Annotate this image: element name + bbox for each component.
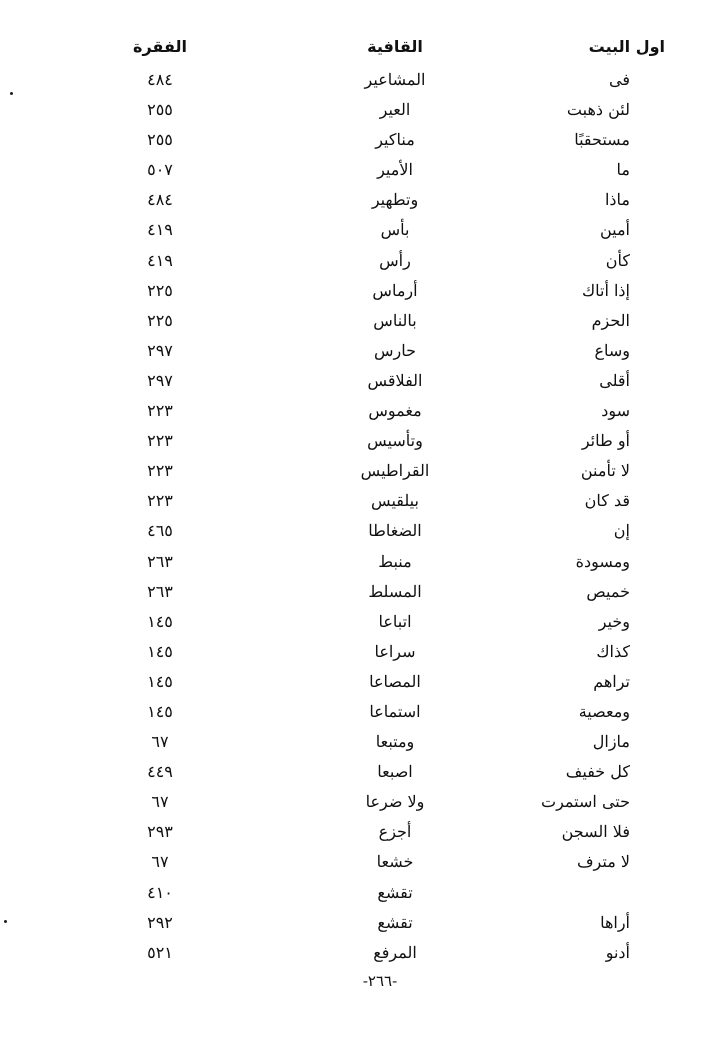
rhyme-cell: سراعا	[374, 641, 416, 661]
table-row	[0, 637, 723, 667]
rhyme-cell: أرماس	[372, 280, 418, 300]
rhyme-cell: تقشع	[377, 912, 413, 932]
rhyme-cell: المسلط	[368, 581, 422, 601]
rhyme-cell: خشعا	[376, 852, 414, 872]
rhyme-cell: الأمير	[377, 160, 413, 180]
first-verse-cell: حتى استمرت	[541, 792, 630, 812]
rhyme-cell: اصبعا	[377, 762, 413, 782]
paragraph-number-cell: ٦٧	[151, 732, 169, 752]
paragraph-number-cell: ٦٧	[151, 852, 169, 872]
index-table	[0, 65, 723, 968]
rhyme-cell: المرفع	[373, 942, 417, 962]
rhyme-cell: مغموس	[368, 401, 422, 421]
paragraph-number-cell: ٢٢٣	[147, 401, 173, 421]
table-row	[0, 938, 723, 968]
table-row	[0, 727, 723, 757]
first-verse-cell: الحزم	[591, 310, 630, 330]
table-row	[0, 276, 723, 306]
rhyme-cell: استماعا	[369, 701, 421, 721]
first-verse-cell: ما	[616, 160, 630, 180]
paragraph-number-cell: ٤٨٤	[147, 190, 173, 210]
table-row	[0, 817, 723, 847]
paragraph-number-cell: ٤١٠	[147, 882, 173, 902]
paragraph-number-cell: ٥٢١	[147, 942, 173, 962]
table-row	[0, 155, 723, 185]
rhyme-cell: ولا ضرعا	[365, 792, 425, 812]
first-verse-cell: إن	[613, 521, 630, 541]
paragraph-number-cell: ٤١٩	[147, 250, 173, 270]
table-row	[0, 577, 723, 607]
rhyme-cell: ومتبعا	[375, 732, 415, 752]
rhyme-cell: رأس	[379, 250, 411, 270]
rhyme-cell: منبط	[378, 551, 412, 571]
paragraph-number-cell: ٤٦٥	[147, 521, 173, 541]
table-row	[0, 396, 723, 426]
first-verse-cell: لئن ذهبت	[566, 100, 630, 120]
page-number: -٢٦٦-	[362, 972, 398, 990]
first-verse-cell: مازال	[592, 732, 630, 752]
rhyme-cell: حارس	[373, 340, 417, 360]
header-paragraph: الفقرة	[133, 37, 187, 56]
first-verse-cell: لا مترف	[576, 852, 630, 872]
paragraph-number-cell: ١٤٥	[147, 611, 173, 631]
table-row	[0, 757, 723, 787]
table-row	[0, 336, 723, 366]
rhyme-cell: أجزع	[378, 822, 412, 842]
paragraph-number-cell: ٢٩٢	[147, 912, 173, 932]
rhyme-cell: وتطهير	[371, 190, 419, 210]
table-row	[0, 65, 723, 95]
paragraph-number-cell: ٢٢٣	[147, 491, 173, 511]
paragraph-number-cell: ٤٤٩	[147, 762, 173, 782]
rhyme-cell: المشاعير	[364, 70, 426, 89]
first-verse-cell: أمين	[599, 220, 630, 240]
first-verse-cell: خميص	[586, 581, 630, 601]
rhyme-cell: وتأسيس	[367, 431, 423, 451]
paragraph-number-cell: ٦٧	[151, 792, 169, 812]
table-row	[0, 516, 723, 546]
table-row	[0, 366, 723, 396]
table-row	[0, 908, 723, 938]
paragraph-number-cell: ٢٢٣	[147, 461, 173, 481]
rhyme-cell: العير	[379, 100, 411, 120]
table-row	[0, 185, 723, 215]
first-verse-cell: سود	[601, 401, 630, 421]
first-verse-cell: كذاك	[596, 641, 630, 661]
paragraph-number-cell: ٤٨٤	[147, 70, 173, 89]
paragraph-number-cell: ٢٦٣	[147, 581, 173, 601]
paragraph-number-cell: ١٤٥	[147, 701, 173, 721]
first-verse-cell: إذا أتاك	[581, 280, 630, 300]
table-row	[0, 456, 723, 486]
table-row	[0, 246, 723, 276]
table-row	[0, 878, 723, 908]
first-verse-cell: أراها	[600, 912, 630, 932]
first-verse-cell: فى	[609, 70, 630, 89]
table-row	[0, 787, 723, 817]
scan-speck	[4, 920, 7, 923]
table-row	[0, 607, 723, 637]
paragraph-number-cell: ٤١٩	[147, 220, 173, 240]
first-verse-cell: ومسودة	[575, 551, 630, 571]
paragraph-number-cell: ٢٥٥	[147, 100, 173, 120]
paragraph-number-cell: ١٤٥	[147, 641, 173, 661]
scan-speck	[10, 92, 13, 95]
first-verse-cell: لا تأمنن	[580, 461, 630, 481]
paragraph-number-cell: ٢٩٧	[147, 370, 173, 390]
paragraph-number-cell: ٢٢٥	[147, 310, 173, 330]
rhyme-cell: بالناس	[373, 310, 417, 330]
paragraph-number-cell: ٢٢٣	[147, 431, 173, 451]
first-verse-cell: أدنو	[605, 942, 630, 962]
first-verse-cell: ومعصية	[578, 701, 630, 721]
paragraph-number-cell: ٢٦٣	[147, 551, 173, 571]
paragraph-number-cell: ٢٢٥	[147, 280, 173, 300]
first-verse-cell: أقلى	[599, 370, 630, 390]
first-verse-cell: وساع	[594, 340, 630, 360]
table-row	[0, 667, 723, 697]
rhyme-cell: بأس	[380, 220, 410, 240]
rhyme-cell: بيلقيس	[371, 491, 419, 511]
table-row	[0, 547, 723, 577]
header-rhyme: القافية	[367, 37, 423, 56]
table-row	[0, 306, 723, 336]
first-verse-cell: وخير	[598, 611, 630, 631]
rhyme-cell: الفلاقس	[367, 370, 423, 390]
first-verse-cell: أو طائر	[581, 431, 630, 451]
first-verse-cell: ماذا	[604, 190, 630, 210]
first-verse-cell: كأن	[605, 250, 630, 270]
table-row	[0, 486, 723, 516]
paragraph-number-cell: ٢٥٥	[147, 130, 173, 150]
paragraph-number-cell: ٢٩٧	[147, 340, 173, 360]
rhyme-cell: اتباعا	[378, 611, 412, 631]
rhyme-cell: القراطيس	[360, 461, 430, 481]
first-verse-cell: مستحقبًا	[574, 130, 630, 150]
first-verse-cell: فلا السجن	[561, 822, 630, 842]
table-row	[0, 125, 723, 155]
first-verse-cell: قد كان	[584, 491, 630, 511]
paragraph-number-cell: ٥٠٧	[147, 160, 173, 180]
rhyme-cell: الضغاطا	[368, 521, 422, 541]
table-row	[0, 697, 723, 727]
rhyme-cell: تقشع	[377, 882, 413, 902]
rhyme-cell: مناكير	[375, 130, 415, 150]
table-row	[0, 95, 723, 125]
first-verse-cell: تراهم	[593, 671, 630, 691]
rhyme-cell: المصاعا	[369, 671, 421, 691]
paragraph-number-cell: ٢٩٣	[147, 822, 173, 842]
first-verse-cell: كل خفيف	[565, 762, 630, 782]
first-verse-cell	[480, 878, 630, 908]
table-row	[0, 215, 723, 245]
paragraph-number-cell: ١٤٥	[147, 671, 173, 691]
table-row	[0, 847, 723, 877]
header-first-verse: اول البيت	[588, 37, 665, 56]
table-row	[0, 426, 723, 456]
